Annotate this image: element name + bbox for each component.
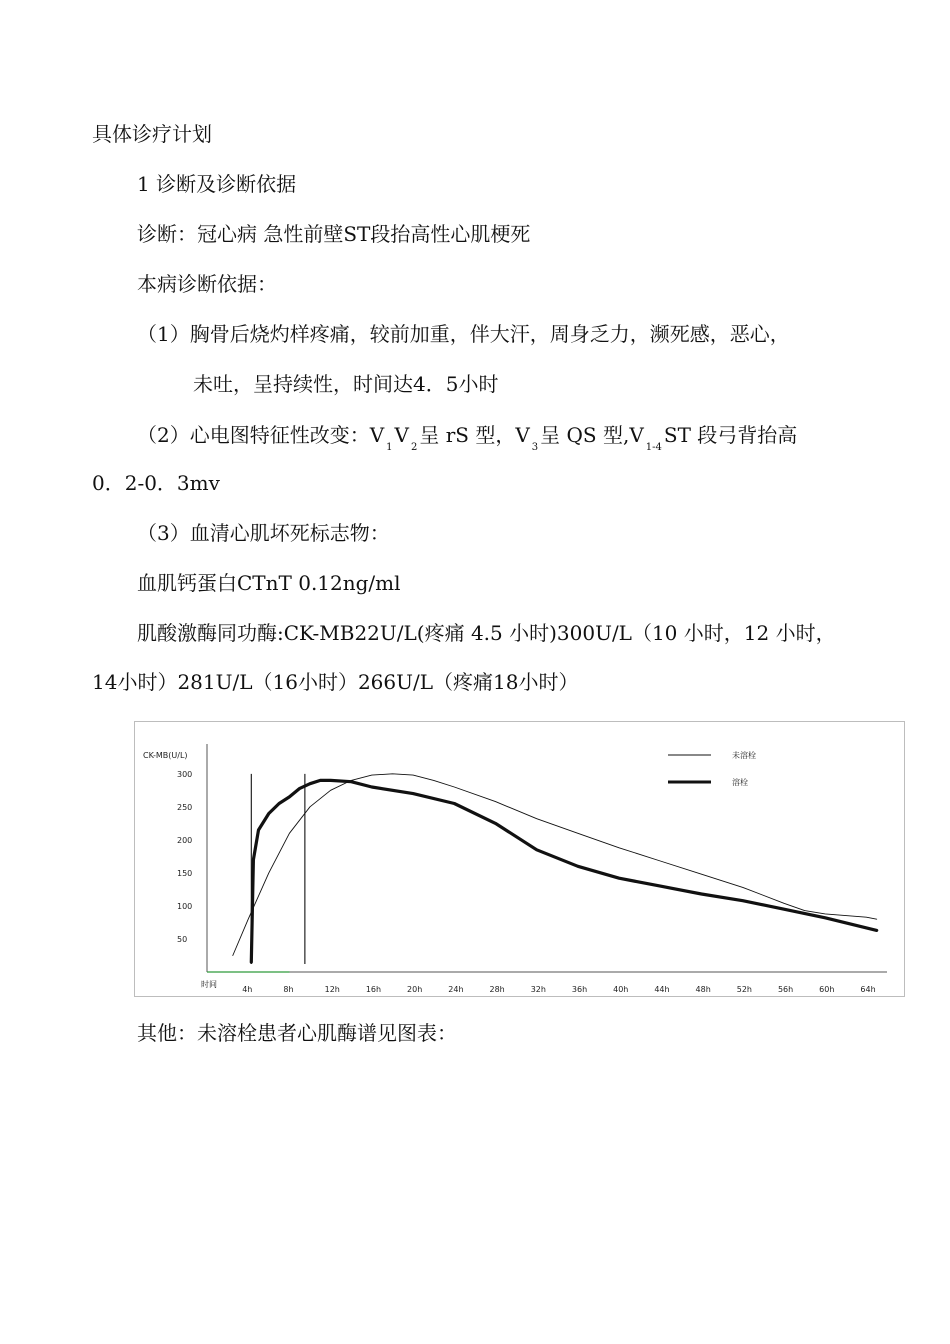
ckmb-line2: 14小时）281U/L（16小时）266U/L（疼痛18小时）: [92, 670, 579, 694]
x-tick-label: 12h: [324, 985, 340, 994]
x-tick-label: 60h: [819, 985, 835, 994]
legend-label: 未溶栓: [732, 751, 756, 760]
diagnosis: 诊断：冠心病 急性前壁ST段抬高性心肌梗死: [137, 222, 531, 246]
item2-sub3: 3: [531, 442, 539, 453]
x-tick-label: 40h: [613, 985, 629, 994]
x-tick-label: 64h: [860, 985, 876, 994]
other-note: 其他：未溶栓患者心肌酶谱见图表：: [137, 1021, 457, 1045]
x-axis-label: 时间: [201, 980, 217, 989]
y-tick-label: 300: [177, 769, 193, 779]
x-tick-label: 20h: [407, 985, 423, 994]
x-tick-label: 56h: [777, 985, 794, 994]
y-tick-label: 150: [177, 868, 193, 878]
x-tick-label: 36h: [571, 985, 588, 994]
basis-title: 本病诊断依据：: [137, 272, 277, 296]
item2-sub4: 1-4: [645, 442, 662, 453]
chart-svg: [135, 722, 906, 998]
y-tick-label: 50: [177, 934, 188, 944]
section-title: 1 诊断及诊断依据: [137, 172, 297, 196]
item2-text-d: 呈 QS 型,V: [540, 423, 644, 447]
series-line-thrombolysis: [251, 780, 876, 962]
legend-label: 溶栓: [732, 778, 748, 787]
x-tick-label: 16h: [365, 985, 382, 994]
y-tick-label: 200: [177, 835, 193, 845]
x-tick-label: 48h: [695, 985, 711, 994]
item2-sub2: 2: [411, 442, 418, 453]
item2-text-a: （2）心电图特征性改变：V: [137, 423, 385, 447]
item2-text-c: 呈 rS 型，V: [419, 423, 530, 447]
y-tick-label: 100: [177, 901, 193, 911]
item1-line1: （1）胸骨后烧灼样疼痛，较前加重，伴大汗，周身乏力，濒死感，恶心，: [137, 322, 790, 346]
heading: 具体诊疗计划: [92, 122, 212, 146]
item2-sub1: 1: [386, 442, 393, 453]
x-tick-label: 28h: [489, 985, 505, 994]
x-tick-label: 4h: [242, 985, 253, 994]
ctnt-value: 血肌钙蛋白CTnT 0.12ng/ml: [137, 571, 401, 595]
item2-text-b: V: [394, 423, 409, 447]
y-axis-label: CK-MB(U/L): [143, 751, 188, 760]
series-line-no-thrombolysis: [233, 774, 877, 956]
ckmb-chart: [134, 721, 905, 997]
x-tick-label: 8h: [283, 985, 294, 994]
x-tick-label: 24h: [448, 985, 464, 994]
item3: （3）血清心肌坏死标志物：: [137, 521, 390, 545]
x-tick-label: 32h: [530, 985, 546, 994]
item2-line2: 0．2-0．3mv: [92, 471, 220, 495]
x-tick-label: 52h: [736, 985, 753, 994]
y-tick-label: 250: [177, 802, 193, 812]
item2-text-e: ST 段弓背抬高: [663, 423, 798, 447]
item2-line1: [137, 423, 797, 460]
item1-line2: 未吐，呈持续性，时间达4．5小时: [193, 372, 499, 396]
x-tick-label: 44h: [654, 985, 670, 994]
ckmb-line1: 肌酸激酶同功酶:CK-MB22U/L(疼痛 4.5 小时)300U/L（10 小时，12 小时，: [137, 621, 836, 645]
